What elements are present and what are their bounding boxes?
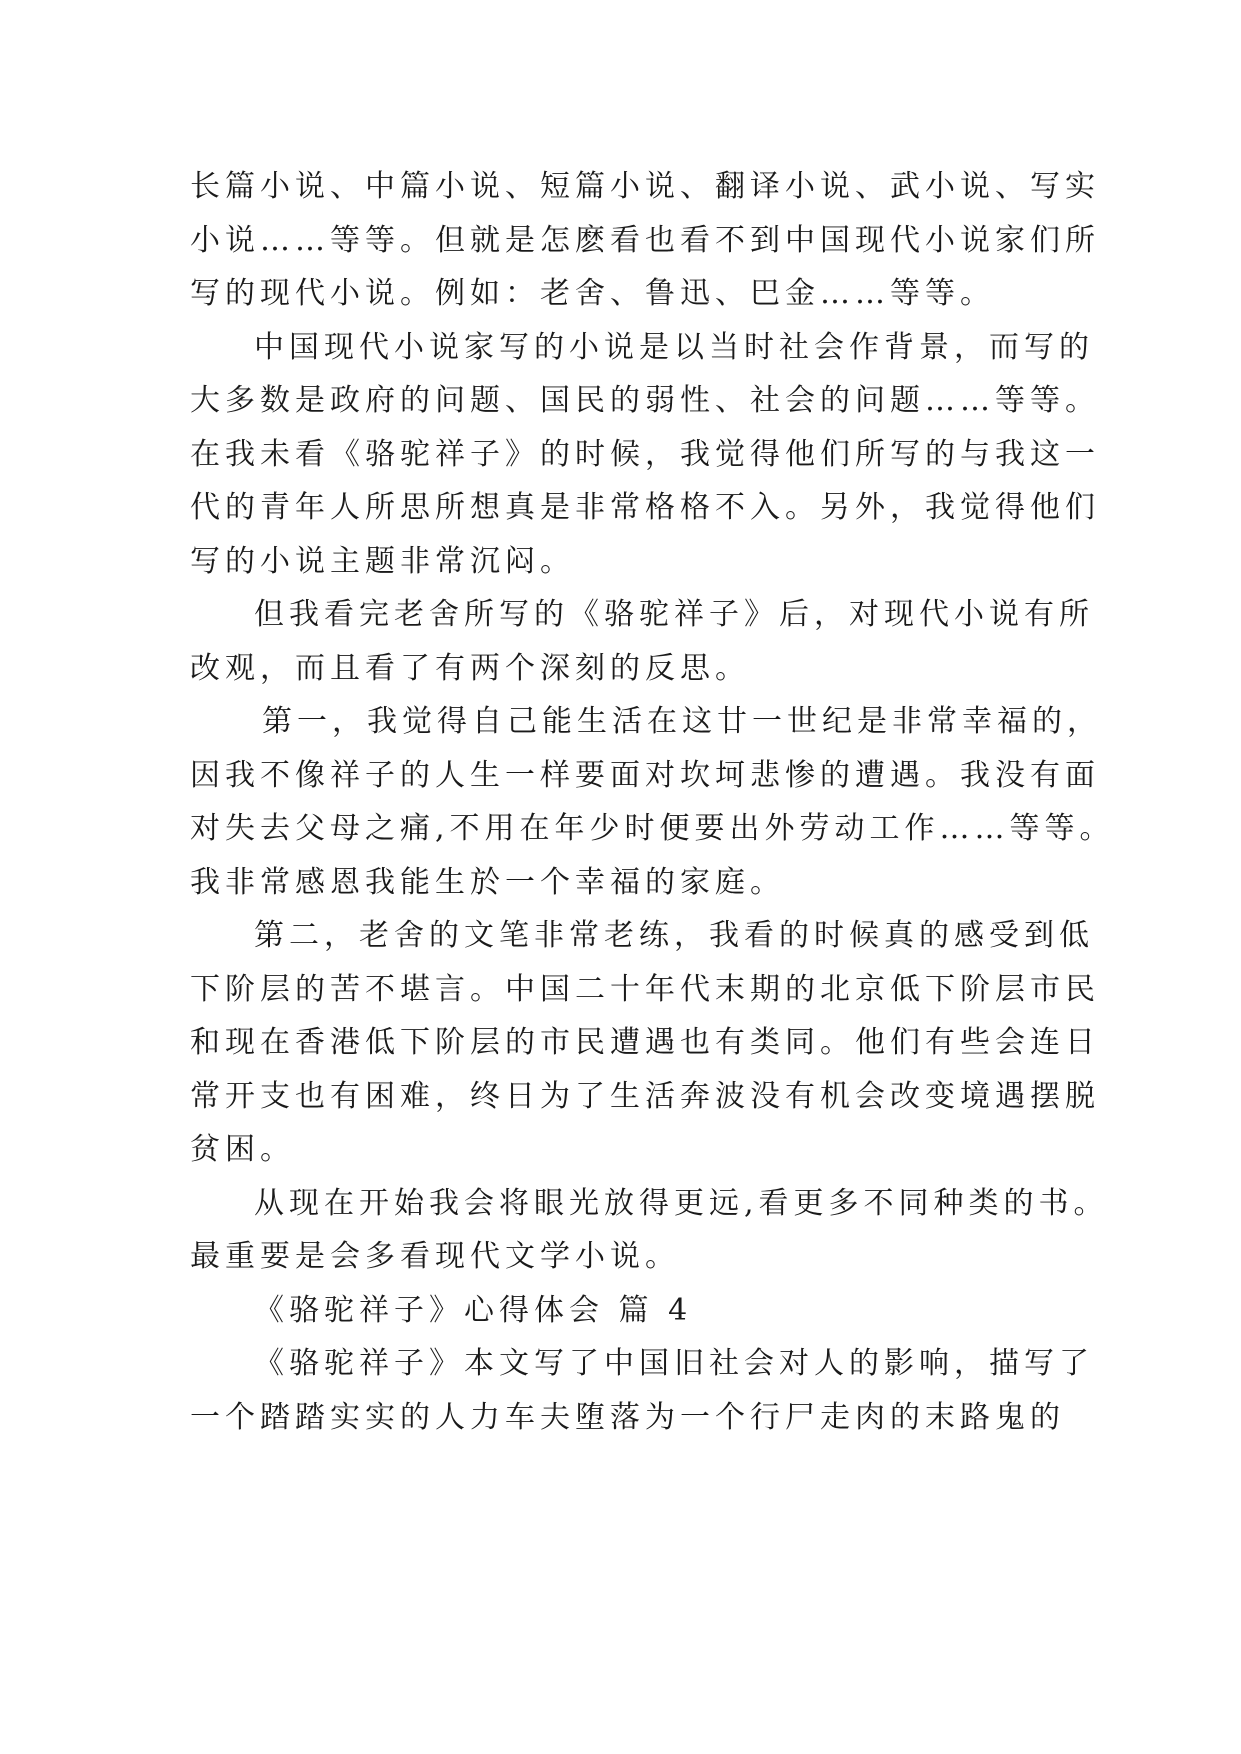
section-heading: [190, 1284, 1050, 1338]
text-line: 代的青年人所思所想真是非常格格不入。另外，我觉得他们: [190, 490, 1100, 525]
text-line: 中国现代小说家写的小说是以当时社会作背景，而写的: [254, 329, 1094, 365]
paragraph-3: [190, 588, 1094, 695]
paragraph-5: [190, 909, 1100, 1177]
text-line: 第二，老舍的文笔非常老练，我看的时候真的感受到低: [254, 918, 1094, 953]
text-line: 《骆驼祥子》本文写了中国旧社会对人的影响，描写了: [254, 1346, 1094, 1381]
section-title: 《骆驼祥子》心得体会 篇 4: [254, 1292, 693, 1328]
text-line: 我非常感恩我能生於一个幸福的家庭。: [190, 864, 785, 900]
text-line: 写的现代小说。例如：老舍、鲁迅、巴金……等等。: [190, 276, 995, 311]
paragraph-6: [190, 1177, 1109, 1284]
paragraph-4: [190, 695, 1115, 909]
document-body: [190, 160, 1115, 1444]
text-line: 下阶层的苦不堪言。中国二十年代末期的北京低下阶层市民: [190, 971, 1100, 1007]
text-line: 一个踏踏实实的人力车夫堕落为一个行尸走肉的末路鬼的: [190, 1399, 1065, 1435]
text-line: 但我看完老舍所写的《骆驼祥子》后，对现代小说有所: [254, 597, 1094, 632]
paragraph-7: [190, 1337, 1094, 1444]
text-line: 贫困。: [190, 1132, 295, 1167]
text-line: 常开支也有困难，终日为了生活奔波没有机会改变境遇摆脱: [190, 1078, 1100, 1114]
text-line: 改观，而且看了有两个深刻的反思。: [190, 650, 750, 686]
text-line: 从现在开始我会将眼光放得更远,看更多不同种类的书。: [254, 1185, 1109, 1221]
text-line: 在我未看《骆驼祥子》的时候，我觉得他们所写的与我这一: [190, 436, 1100, 472]
text-line: 写的小说主题非常沉闷。: [190, 543, 575, 579]
text-line: 最重要是会多看现代文学小说。: [190, 1239, 680, 1274]
paragraph-1: [190, 160, 1100, 321]
paragraph-2: [190, 321, 1100, 589]
text-line: 小说……等等。但就是怎麽看也看不到中国现代小说家们所: [190, 222, 1100, 258]
text-line: 因我不像祥子的人生一样要面对坎坷悲惨的遭遇。我没有面: [190, 757, 1100, 793]
text-line: 对失去父母之痛,不用在年少时便要出外劳动工作……等等。: [190, 811, 1115, 846]
text-line: 大多数是政府的问题、国民的弱性、社会的问题……等等。: [190, 383, 1100, 418]
text-line: 和现在香港低下阶层的市民遭遇也有类同。他们有些会连日: [190, 1025, 1100, 1060]
text-line: 长篇小说、中篇小说、短篇小说、翻译小说、武小说、写实: [190, 169, 1100, 204]
text-line: 第一，我觉得自己能生活在这廿一世纪是非常幸福的，: [262, 704, 1102, 739]
